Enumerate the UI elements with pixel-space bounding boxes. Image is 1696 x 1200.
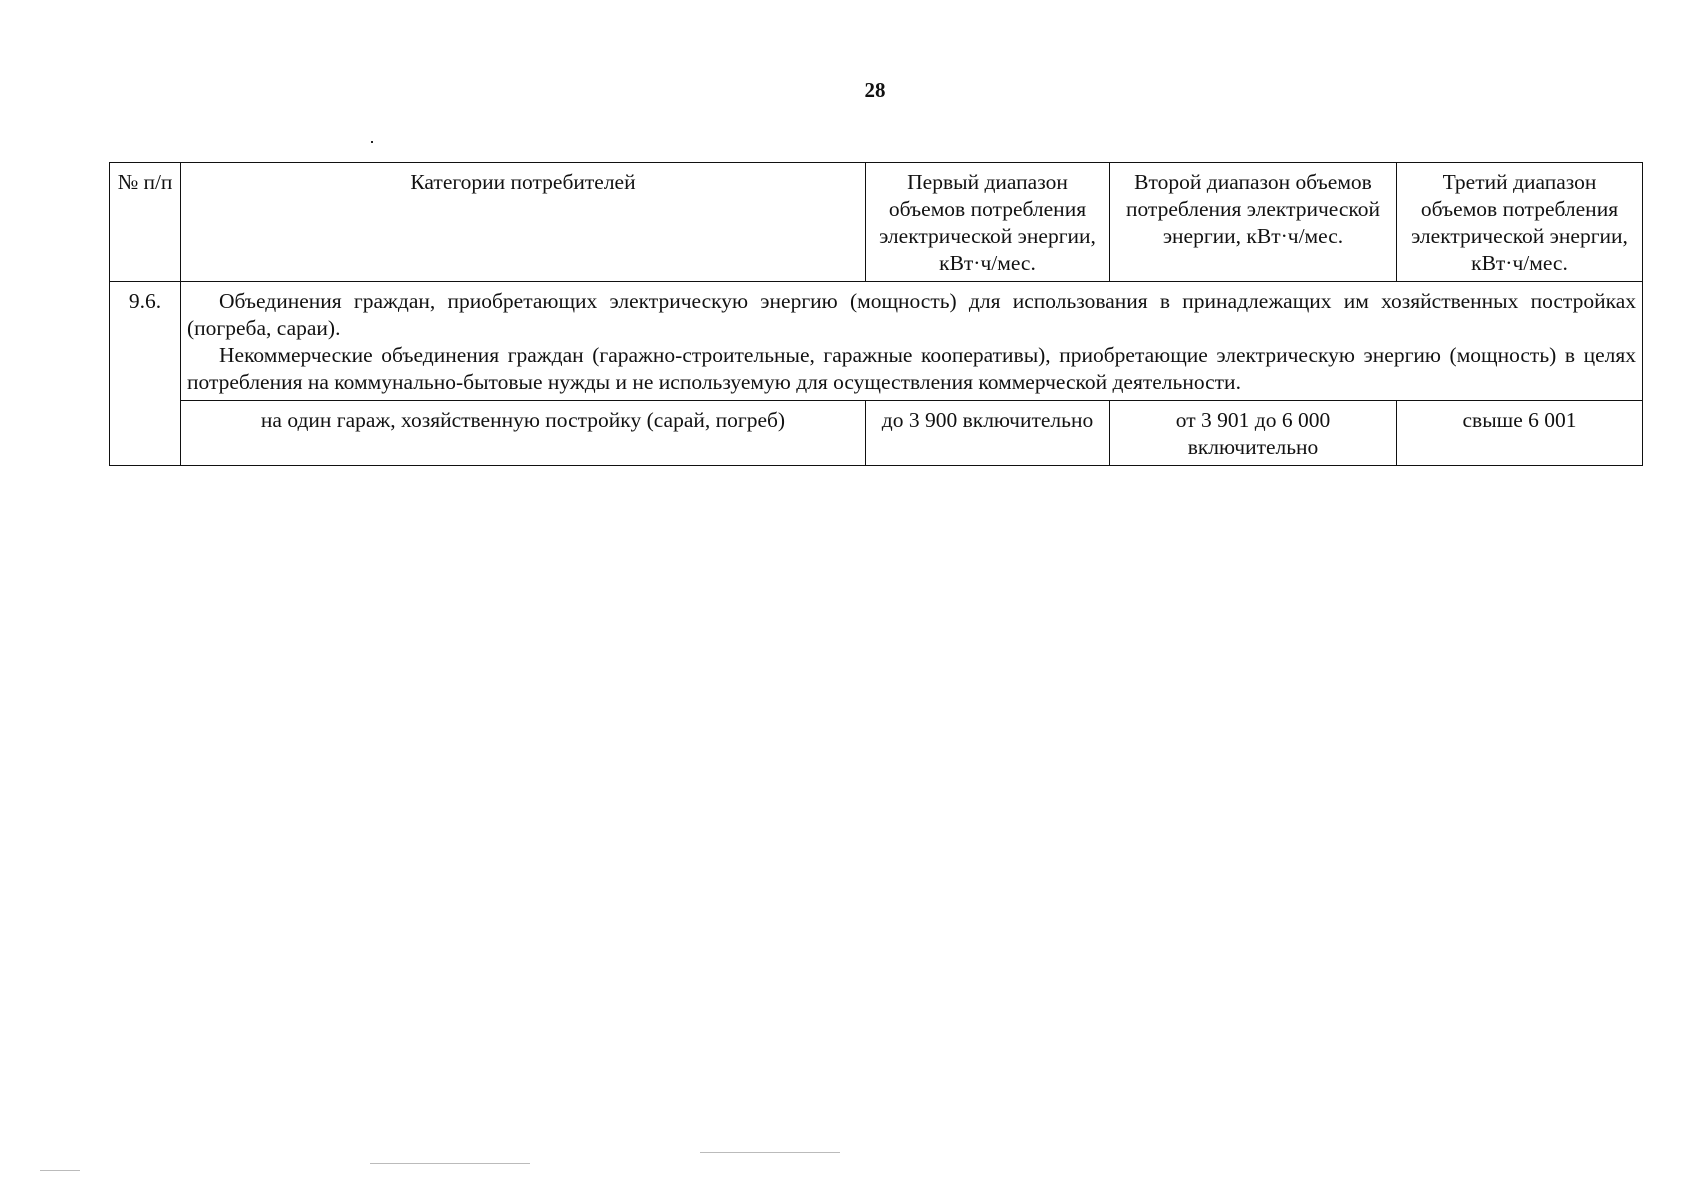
section-number: 9.6. [110,282,181,466]
scan-artifact [40,1170,80,1171]
section-paragraph-1: Объединения граждан, приобретающих электрическую энергию (мощность) для использования в принадлежащих им хозяйственных постройках (погреба, сараи). [187,289,1636,340]
row-category: на один гараж, хозяйственную постройку (сарай, погреб) [181,401,866,466]
section-description [181,282,1643,401]
table-row [110,401,1643,466]
page-number: 28 [864,78,886,102]
header-num: № п/п [110,163,181,282]
header-range2: Второй диапазон объемов потребления электрической энергии, кВт·ч/мес. [1110,163,1397,282]
header-range3: Третий диапазон объемов потребления электрической энергии, кВт·ч/мес. [1397,163,1643,282]
table-header-row [110,163,1643,282]
header-range1: Первый диапазон объемов потребления электрической энергии, кВт·ч/мес. [866,163,1110,282]
row-range3: свыше 6 001 [1397,401,1643,466]
header-category: Категории потребителей [181,163,866,282]
row-range2: от 3 901 до 6 000 включительно [1110,401,1397,466]
scan-artifact [700,1152,840,1153]
section-row [110,282,1643,401]
tariff-table [109,162,1643,466]
section-paragraph-2: Некоммерческие объединения граждан (гаражно-строительные, гаражные кооперативы), приобретающие электрическую энергию (мощность) в целях потребления на коммунально-бытовые нужды и не используемую для осуществления коммерческой деятельности. [187,343,1636,394]
scan-artifact [370,1163,530,1164]
row-range1: до 3 900 включительно [866,401,1110,466]
scan-dot [371,141,373,143]
